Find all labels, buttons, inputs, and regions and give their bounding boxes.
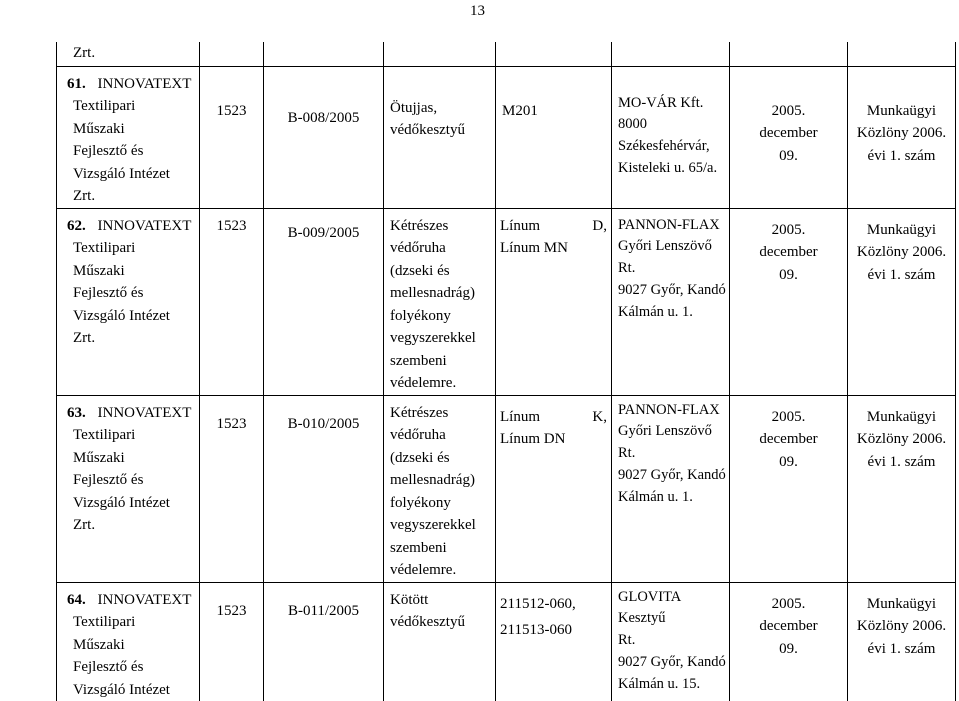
company-line: Műszaki [63, 118, 199, 141]
table-row [57, 582, 956, 701]
company-line: Műszaki [63, 634, 199, 657]
standard-code: 1523 [200, 208, 264, 395]
standard-code: 1523 [200, 66, 264, 208]
company-line: Vizsgáló Intézet [63, 163, 199, 186]
company-line: Vizsgáló Intézet [63, 492, 199, 515]
product-type: Línum K, Línum DN [496, 395, 612, 582]
product-description: Kétrészes védőruha (dzseki és mellesnadrág) folyékony vegyszerekkel szembeni védelemre. [384, 208, 496, 395]
company-line: Fejlesztő és [63, 656, 199, 679]
company-line: Vizsgáló Intézet [63, 305, 199, 328]
company-cell [57, 42, 200, 66]
company-line: INNOVATEXT [90, 405, 192, 421]
company-line: Műszaki [63, 447, 199, 470]
product-description: Kétrészes védőruha (dzseki és mellesnadrág) folyékony vegyszerekkel szembeni védelemre. [384, 395, 496, 582]
manufacturer: GLOVITA Kesztyű Rt. 9027 Győr, Kandó Kálmán u. 15. [612, 582, 730, 701]
company-line: Zrt. [63, 185, 199, 208]
manufacturer: PANNON-FLAX Győri Lenszövő Rt. 9027 Győr, Kandó Kálmán u. 1. [612, 395, 730, 582]
company-line: Zrt. [63, 42, 199, 65]
product-type: M201 [496, 66, 612, 208]
product-description: Ötujjas, védőkesztyű [384, 66, 496, 208]
issue-date: 2005. december 09. [730, 66, 848, 208]
row-number: 62. [63, 218, 86, 234]
company-cell [57, 66, 200, 208]
product-type: Línum D, Línum MN [496, 208, 612, 395]
row-number: 64. [63, 592, 86, 608]
row-number: 61. [63, 76, 86, 92]
company-line: INNOVATEXT [90, 76, 192, 92]
company-cell [57, 208, 200, 395]
issue-date: 2005. december 09. [730, 582, 848, 701]
product-description: Kötött védőkesztyű [384, 582, 496, 701]
table-row [57, 66, 956, 208]
company-line: Fejlesztő és [63, 469, 199, 492]
company-line: INNOVATEXT [90, 592, 192, 608]
company-line: Textilipari [63, 424, 199, 447]
certificate-number: B-011/2005 [264, 582, 384, 701]
issue-date: 2005. december 09. [730, 208, 848, 395]
company-line: Fejlesztő és [63, 282, 199, 305]
manufacturer: PANNON-FLAX Győri Lenszövő Rt. 9027 Győr, Kandó Kálmán u. 1. [612, 208, 730, 395]
company-line: Textilipari [63, 237, 199, 260]
company-line: Zrt. [63, 514, 199, 537]
certificate-number: B-009/2005 [264, 208, 384, 395]
standard-code: 1523 [200, 582, 264, 701]
company-line: Műszaki [63, 260, 199, 283]
manufacturer: MO-VÁR Kft. 8000 Székesfehérvár, Kisteleki u. 65/a. [612, 66, 730, 208]
row-number: 63. [63, 405, 86, 421]
publication: Munkaügyi Közlöny 2006. évi 1. szám [848, 208, 956, 395]
publication: Munkaügyi Közlöny 2006. évi 1. szám [848, 395, 956, 582]
table-row [57, 42, 956, 66]
certificate-number: B-010/2005 [264, 395, 384, 582]
product-type: 211512-060, 211513-060 [496, 582, 612, 701]
company-line: Fejlesztő és [63, 140, 199, 163]
standard-code: 1523 [200, 395, 264, 582]
company-line: Zrt. [63, 327, 199, 350]
certificate-number: B-008/2005 [264, 66, 384, 208]
company-cell [57, 582, 200, 701]
company-line: Textilipari [63, 611, 199, 634]
page-number: 13 [470, 0, 485, 23]
publication: Munkaügyi Közlöny 2006. évi 1. szám [848, 66, 956, 208]
issue-date: 2005. december 09. [730, 395, 848, 582]
company-line: Vizsgáló Intézet [63, 679, 199, 701]
company-cell [57, 395, 200, 582]
company-line: Textilipari [63, 95, 199, 118]
certificate-table [56, 42, 956, 701]
table-row [57, 395, 956, 582]
publication: Munkaügyi Közlöny 2006. évi 1. szám [848, 582, 956, 701]
company-line: INNOVATEXT [90, 218, 192, 234]
table-row [57, 208, 956, 395]
